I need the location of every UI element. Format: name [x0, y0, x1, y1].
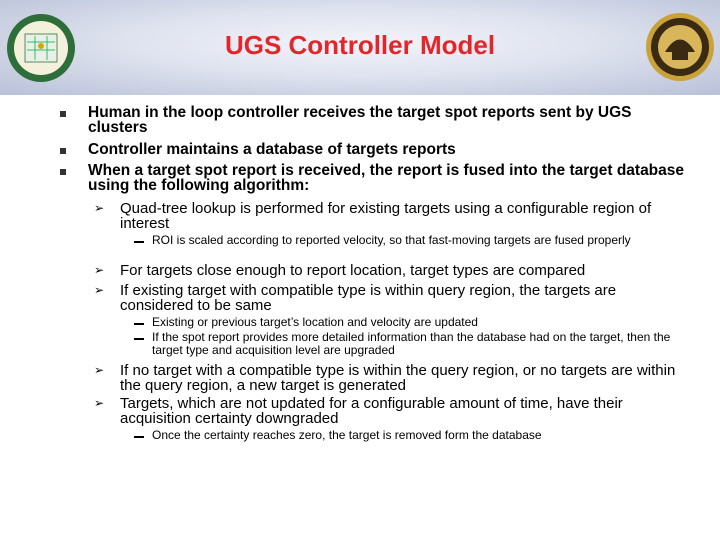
square-bullet-icon — [60, 148, 66, 154]
dash-bullet-icon — [134, 338, 144, 340]
list-item: Human in the loop controller receives the target spot reports sent by UGS clusters — [88, 105, 688, 135]
dash-bullet-icon — [134, 323, 144, 325]
slide-header — [0, 0, 720, 95]
arrow-bullet-icon: ➢ — [94, 363, 105, 377]
arrow-bullet-icon: ➢ — [94, 263, 105, 277]
list-item: ➢ For targets close enough to report location, target types are compared — [94, 262, 586, 279]
list-item: Controller maintains a database of targets reports — [88, 142, 688, 157]
list-item: Existing or previous target’s location and velocity are updated — [152, 316, 672, 329]
list-item: Once the certainty reaches zero, the target is removed form the database — [152, 429, 672, 442]
square-bullet-icon — [60, 169, 66, 175]
dash-bullet-icon — [134, 241, 144, 243]
page-title: UGS Controller Model — [224, 30, 496, 60]
list-item: If the spot report provides more detailed information than the database had on the target, then the target type and acquisition level are upgraded — [152, 331, 672, 357]
list-item: ➢ If no target with a compatible type is within the query region, or no targets are within the query region, a new target is generated — [94, 362, 676, 394]
list-item: ➢ Quad-tree lookup is performed for existing targets using a configurable region of interest — [94, 200, 652, 232]
arrow-bullet-icon: ➢ — [94, 283, 105, 297]
square-bullet-icon — [60, 111, 66, 117]
arrow-bullet-icon: ➢ — [94, 201, 105, 215]
dash-bullet-icon — [134, 436, 144, 438]
list-item: ➢ If existing target with compatible type is within query region, the targets are considered to be same — [94, 282, 617, 314]
list-item: When a target spot report is received, the report is fused into the target database using the following algorithm: — [88, 163, 688, 193]
arrow-bullet-icon: ➢ — [94, 396, 105, 410]
list-item: ➢ Targets, which are not updated for a configurable amount of time, have their acquisition certainty downgraded — [94, 395, 623, 427]
list-item: ROI is scaled according to reported velocity, so that fast-moving targets are fused properly — [152, 234, 672, 247]
university-seal-logo — [645, 12, 715, 82]
